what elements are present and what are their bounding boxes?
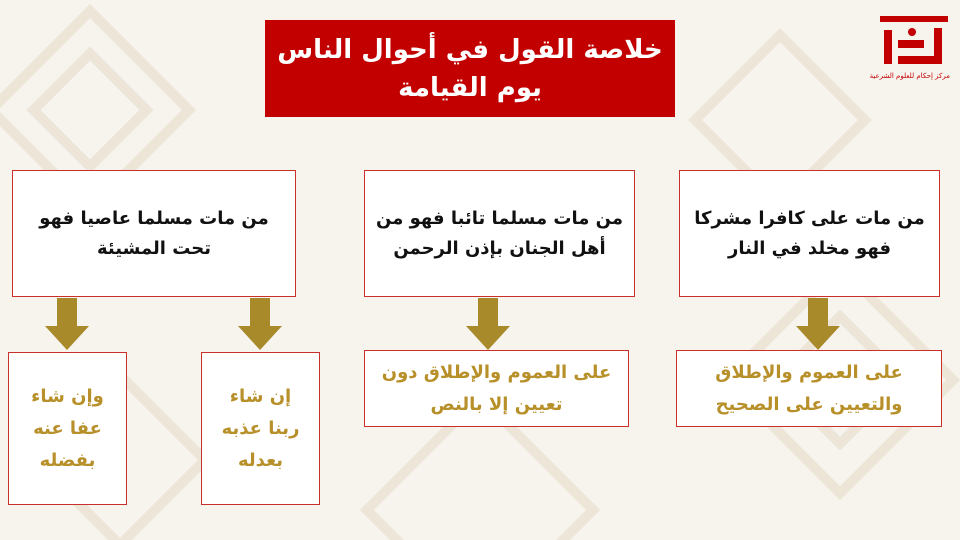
node-kafir-line-1: من مات على كافرا مشركا — [694, 207, 925, 229]
title-box — [265, 20, 675, 117]
node-kafir-detail — [676, 350, 942, 427]
node-kafir-line-2: فهو مخلد في النار — [728, 237, 892, 259]
node-taib-line-2: أهل الجنان بإذن الرحمن — [393, 237, 606, 259]
logo-subtitle: مركز إحكام للعلوم الشرعية — [869, 72, 950, 80]
node-asi-punish-line-2: ربنا عذبه — [221, 417, 300, 439]
node-asi-line-2: تحت المشيئة — [97, 237, 211, 259]
down-arrow-icon — [238, 298, 282, 350]
node-asi-forgive-line-3: بفضله — [39, 449, 96, 471]
down-arrow-icon — [466, 298, 510, 350]
node-asi-line-1: من مات مسلما عاصيا فهو — [39, 207, 269, 229]
down-arrow-icon — [796, 298, 840, 350]
title-line-1: خلاصة القول في أحوال الناس — [277, 34, 663, 65]
node-asi-forgive-line-1: وإن شاء — [31, 385, 104, 407]
logo — [869, 14, 950, 84]
node-taib-detail — [364, 350, 629, 427]
node-taib-line-1: من مات مسلما تائبا فهو من — [376, 207, 623, 229]
logo-mark-icon — [878, 14, 950, 72]
node-asi-punish — [201, 352, 320, 505]
node-asi-forgive — [8, 352, 127, 505]
node-asi-punish-line-3: بعدله — [238, 449, 283, 471]
node-taib-detail-line-2: تعيين إلا بالنص — [430, 393, 563, 415]
node-asi — [12, 170, 296, 297]
node-taib-detail-line-1: على العموم والإطلاق دون — [381, 361, 612, 383]
node-kafir-detail-line-1: على العموم والإطلاق — [715, 361, 903, 383]
title-line-2: يوم القيامة — [398, 72, 542, 103]
node-taib — [364, 170, 635, 297]
node-kafir-detail-line-2: والتعيين على الصحيح — [715, 393, 903, 415]
down-arrow-icon — [45, 298, 89, 350]
node-kafir — [679, 170, 940, 297]
node-asi-punish-line-1: إن شاء — [229, 385, 292, 407]
node-asi-forgive-line-2: عفا عنه — [33, 417, 102, 439]
